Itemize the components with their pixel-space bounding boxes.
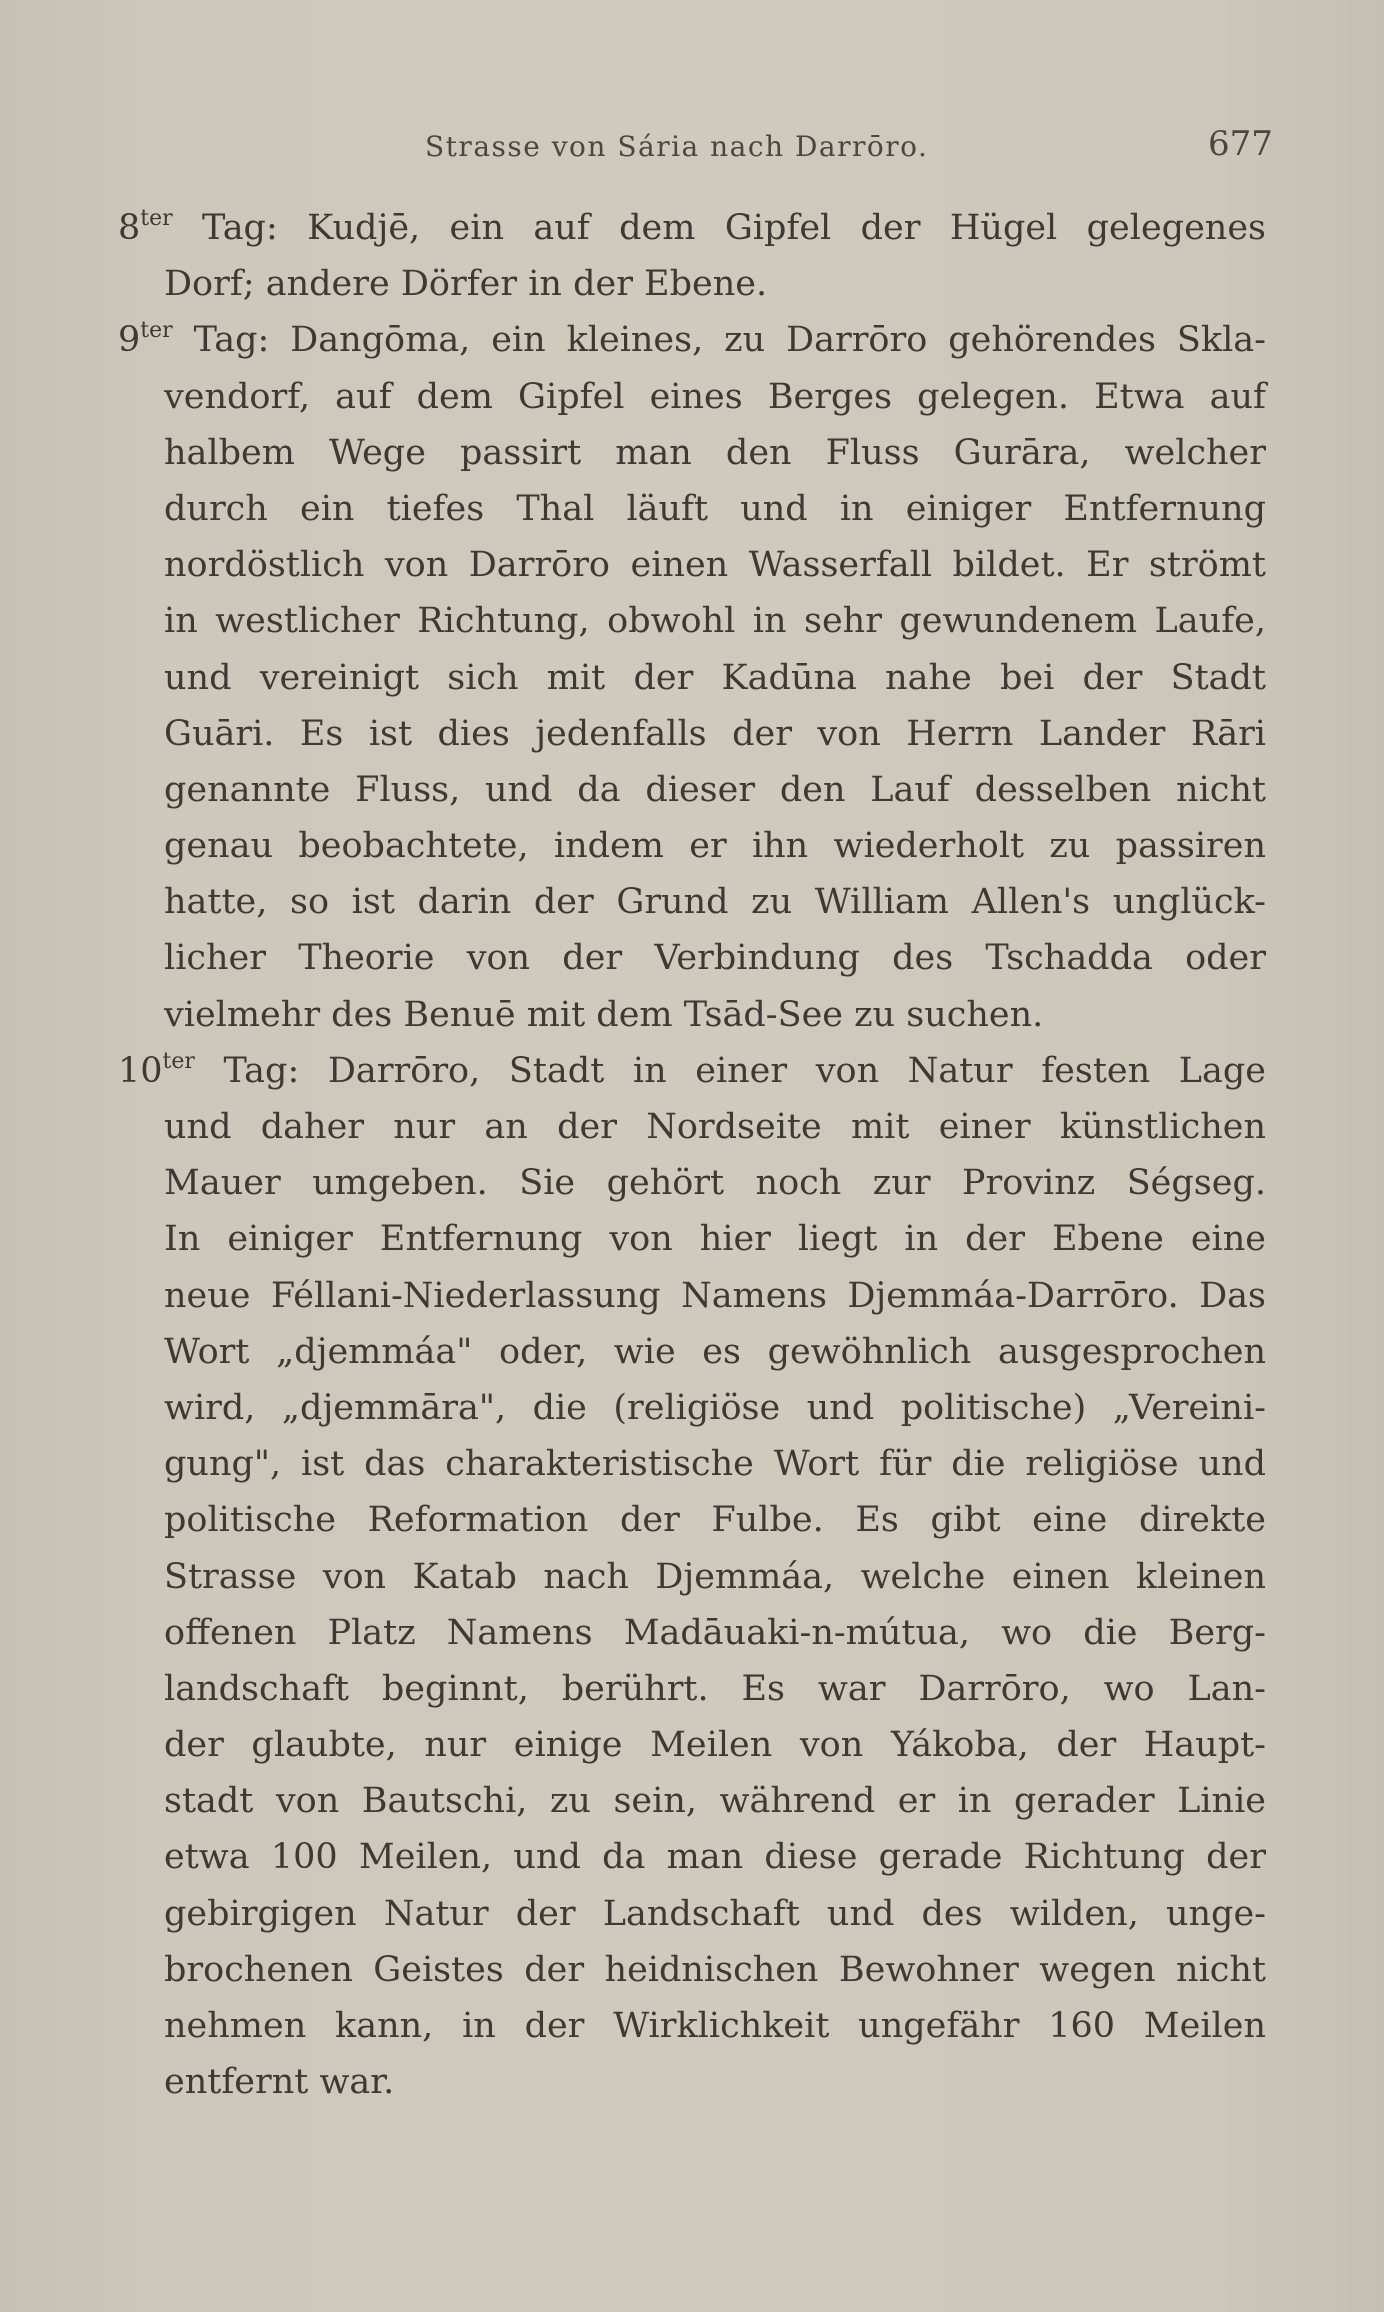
text-line xyxy=(118,1043,1266,1099)
text-line: In einiger Entfernung von hier liegt in der Ebene eine xyxy=(164,1219,1266,1260)
text-line: durch ein tiefes Thal läuft und in einiger Entfernung xyxy=(164,488,1266,529)
running-title: Strasse von Sária nach Darrōro. xyxy=(425,130,929,163)
text-line: wird, „djemmāra", die (religiöse und politische) „Vereini- xyxy=(164,1387,1266,1428)
text-line: nehmen kann, in der Wirklichkeit ungefähr 160 Meilen xyxy=(164,2006,1266,2046)
text-line: und vereinigt sich mit der Kadūna nahe bei der Stadt xyxy=(164,657,1266,698)
line-text: Tag: Dangōma, ein kleines, zu Darrōro gehörendes Skla- xyxy=(172,320,1266,361)
text-line: stadt von Bautschi, zu sein, während er in gerader Linie xyxy=(164,1781,1266,1822)
page-header xyxy=(0,124,1384,174)
text-line: landschaft beginnt, berührt. Es war Darrōro, wo Lan- xyxy=(164,1668,1266,1709)
day-number: 8 xyxy=(118,208,141,248)
text-line: Wort „djemmáa" oder, wie es gewöhnlich ausgesprochen xyxy=(164,1331,1266,1372)
day-number: 9 xyxy=(118,320,141,361)
day-label xyxy=(118,320,173,360)
day-entry-10 xyxy=(118,1043,1266,2111)
line-text: Tag: Kudjē, ein auf dem Gipfel der Hügel gelegenes xyxy=(172,208,1266,248)
day-entry-8 xyxy=(118,200,1266,312)
body-text xyxy=(118,200,1266,2110)
text-line: und daher nur an der Nordseite mit einer künstlichen xyxy=(164,1107,1266,1147)
text-line: brochenen Geistes der heidnischen Bewohner wegen nicht xyxy=(164,1949,1266,1990)
day-suffix: ter xyxy=(162,1048,195,1074)
text-line xyxy=(118,312,1266,368)
day-label xyxy=(118,1048,195,1091)
line-text: Tag: Darrōro, Stadt in einer von Natur festen Lage xyxy=(194,1050,1266,1091)
page-number: 677 xyxy=(1208,124,1273,164)
text-line: Mauer umgeben. Sie gehört noch zur Provinz Ségseg. xyxy=(164,1163,1266,1204)
text-line: Dorf; andere Dörfer in der Ebene. xyxy=(164,264,768,305)
text-line: entfernt war. xyxy=(164,2062,395,2103)
text-line: genau beobachtete, indem er ihn wiederholt zu passiren xyxy=(164,826,1266,867)
text-line: gebirgigen Natur der Landschaft und des wilden, unge- xyxy=(164,1893,1266,1934)
day-entry-9 xyxy=(118,312,1266,1042)
text-line: hatte, so ist darin der Grund zu William Allen's unglück- xyxy=(164,882,1266,923)
text-line xyxy=(118,200,1266,256)
text-line: der glaubte, nur einige Meilen von Yákoba, der Haupt- xyxy=(164,1725,1266,1766)
day-number: 10 xyxy=(118,1050,163,1091)
text-line: etwa 100 Meilen, und da man diese gerade Richtung der xyxy=(164,1837,1266,1878)
day-suffix: ter xyxy=(140,206,173,231)
text-line: Strasse von Katab nach Djemmáa, welche einen kleinen xyxy=(164,1556,1266,1597)
text-line: Guāri. Es ist dies jedenfalls der von Herrn Lander Rāri xyxy=(164,713,1266,754)
day-suffix: ter xyxy=(140,318,173,344)
text-line: halbem Wege passirt man den Fluss Gurāra, welcher xyxy=(164,432,1266,473)
text-line: vielmehr des Benuē mit dem Tsād-See zu suchen. xyxy=(164,994,1044,1035)
text-line: neue Féllani-Niederlassung Namens Djemmáa-Darrōro. Das xyxy=(164,1275,1266,1316)
text-line: in westlicher Richtung, obwohl in sehr gewundenem Laufe, xyxy=(164,601,1266,642)
text-line: genannte Fluss, und da dieser den Lauf desselben nicht xyxy=(164,769,1266,810)
text-line: licher Theorie von der Verbindung des Tschadda oder xyxy=(164,938,1266,979)
text-line: nordöstlich von Darrōro einen Wasserfall bildet. Er strömt xyxy=(164,545,1266,586)
text-line: politische Reformation der Fulbe. Es gibt eine direkte xyxy=(164,1500,1266,1541)
day-label xyxy=(118,208,173,248)
text-line: gung", ist das charakteristische Wort für die religiöse und xyxy=(164,1444,1266,1485)
text-line: vendorf, auf dem Gipfel eines Berges gelegen. Etwa auf xyxy=(164,376,1266,417)
text-line: offenen Platz Namens Madāuaki-n-mútua, wo die Berg- xyxy=(164,1612,1266,1653)
